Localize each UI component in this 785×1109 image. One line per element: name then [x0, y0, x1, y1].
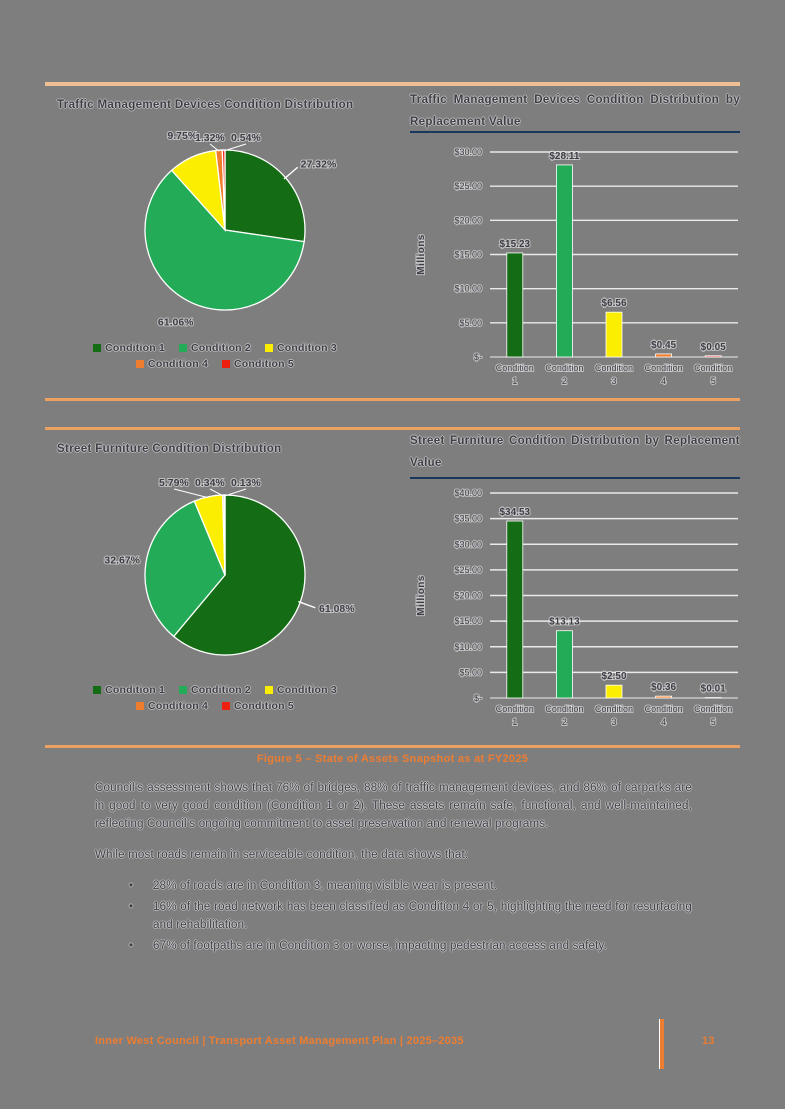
legend-item [179, 342, 251, 354]
y-axis-tick: $30.00 [454, 539, 482, 550]
pie-leader-line [174, 489, 208, 498]
y-axis-tick: $10.00 [454, 641, 482, 652]
x-axis-category: 4 [661, 717, 667, 727]
x-axis-category: 1 [512, 717, 518, 727]
y-axis-tick: $5.00 [459, 317, 482, 328]
bar-3 [606, 312, 622, 357]
pie-value-label: 1.32% [195, 132, 225, 144]
x-axis-category: 2 [561, 717, 567, 727]
legend-label: Condition 5 [234, 700, 294, 712]
bar-value-label: $6.56 [601, 298, 627, 310]
x-axis-category: 4 [661, 376, 667, 386]
pie-value-label: 61.08% [319, 603, 355, 616]
x-axis-category: 2 [561, 376, 567, 386]
legend-swatch-icon [265, 686, 273, 694]
y-axis-tick: $40.00 [454, 488, 482, 498]
x-axis-category: 3 [611, 376, 617, 386]
bar-traffic-title-underline [410, 131, 740, 133]
legend-swatch-icon [179, 344, 187, 352]
bar-value-label: $2.50 [601, 671, 627, 683]
bullet-list [95, 877, 692, 955]
bar-street-title-underline [410, 477, 740, 479]
pie-value-label: 0.34% [195, 477, 225, 489]
x-axis-category: Condition [495, 363, 534, 373]
bar-value-label: $13.13 [549, 616, 580, 628]
bar-value-label: $0.45 [651, 339, 677, 351]
x-axis-category: Condition [694, 704, 733, 714]
legend-label: Condition 3 [276, 342, 337, 354]
figure-caption: Figure 5 – State of Assets Snapshot as at FY2025 [256, 753, 529, 765]
pie-leader-line [225, 489, 246, 496]
x-axis-category: 1 [512, 376, 518, 386]
x-axis-category: Condition [594, 704, 634, 714]
x-axis-category: Condition [545, 363, 584, 373]
legend-swatch-icon [136, 360, 144, 368]
bar-value-label: $0.05 [700, 341, 726, 353]
bar-value-label: $15.23 [499, 238, 531, 250]
mid-divider-2 [45, 427, 740, 430]
bar-4 [656, 696, 672, 698]
x-axis-category: 5 [710, 376, 716, 386]
legend-row [136, 358, 294, 370]
legend-item [136, 358, 208, 370]
y-axis-tick: $20.00 [454, 590, 482, 601]
x-axis-category: Condition [545, 704, 584, 714]
pie-value-label: 0.13% [231, 477, 261, 489]
pie-value-label: 0.54% [231, 132, 261, 144]
y-axis-label: Millions [416, 575, 427, 616]
bar-traffic-title-line2: Replacement Value [410, 116, 521, 128]
pie-value-label: 32.67% [104, 554, 140, 567]
y-axis-tick: $25.00 [454, 564, 482, 575]
x-axis-category: Condition [644, 363, 683, 373]
legend-swatch-icon [222, 360, 230, 368]
legend-label: Condition 1 [105, 684, 166, 696]
legend-swatch-icon [93, 686, 101, 694]
pie-traffic-title: Traffic Management Devices Condition Distribution [57, 99, 354, 111]
legend-swatch-icon [222, 702, 230, 710]
pie-slice-5 [224, 495, 225, 575]
pie-street-title: Street Furniture Condition Distribution [57, 443, 282, 455]
pie-leader-line [298, 602, 315, 608]
bar-1 [507, 253, 523, 357]
legend-item [265, 684, 337, 696]
pie-value-label: 27.32% [300, 158, 337, 171]
pie-chart-street-furniture [45, 468, 385, 683]
body-copy [95, 779, 692, 958]
y-axis-tick: $20.00 [454, 215, 482, 226]
legend-item [222, 358, 294, 370]
footer-page-bar [659, 1019, 664, 1069]
bar-value-label: $0.36 [651, 682, 677, 694]
legend-label: Condition 4 [148, 358, 208, 370]
bullet-roads-condition3: • 28% of roads are in Condition 3, meaning visible wear is present. [125, 877, 692, 895]
paragraph-roads-intro: While most roads remain in serviceable condition, the data shows that: [95, 849, 469, 861]
legend-row [93, 342, 337, 354]
bar-chart-traffic-devices-value [410, 140, 742, 390]
y-axis-tick: $15.00 [454, 616, 482, 627]
bar-1 [507, 521, 523, 698]
mid-divider-1 [45, 398, 740, 401]
pie-chart-traffic-devices [45, 125, 385, 340]
legend-label: Condition 4 [148, 700, 208, 712]
pie-traffic-legend [45, 342, 385, 370]
caption-divider [45, 745, 740, 748]
bar-5 [705, 356, 721, 357]
pie-value-label: 9.75% [167, 130, 198, 143]
y-axis-tick: $- [473, 693, 482, 703]
pie-value-label: 5.79% [159, 477, 189, 489]
bullet-footpaths: • 67% of footpaths are in Condition 3 or worse, impacting pedestrian access and safety. [125, 937, 692, 955]
legend-swatch-icon [179, 686, 187, 694]
bar-value-label: $34.53 [499, 507, 531, 519]
bar-value-label: $28.11 [549, 150, 580, 162]
bar-2 [556, 631, 572, 698]
x-axis-category: Condition [694, 363, 733, 373]
x-axis-category: Condition [594, 363, 634, 373]
paragraph-assessment: Council’s assessment shows that 76% of bridges, 88% of traffic management devices, and 86% of carparks are in good to very good condition (Condition 1 or 2). These assets remain safe, functional, and well-maintained, reflecting Council’s ongoing commitment to asset preservation and renewal programs. [95, 782, 692, 830]
legend-label: Condition 5 [234, 358, 294, 370]
pie-value-label: 61.06% [157, 316, 194, 329]
bar-2 [556, 165, 572, 357]
legend-item [179, 684, 251, 696]
legend-swatch-icon [265, 344, 273, 352]
y-axis-tick: $10.00 [454, 283, 482, 294]
legend-row [136, 700, 294, 712]
legend-item [93, 342, 165, 354]
pie-slice-1 [225, 150, 305, 242]
legend-item [93, 684, 165, 696]
bar-3 [606, 685, 622, 698]
x-axis-category: 5 [710, 717, 716, 727]
pie-leader-line [284, 167, 298, 179]
legend-item [136, 700, 208, 712]
legend-label: Condition 2 [191, 342, 251, 354]
y-axis-tick: $15.00 [454, 249, 482, 260]
legend-label: Condition 2 [191, 684, 251, 696]
bar-street-title-line1: Street Furniture Condition Distribution by Replacement [410, 435, 740, 447]
pie-street-legend [45, 684, 385, 712]
legend-swatch-icon [93, 344, 101, 352]
x-axis-category: Condition [495, 704, 534, 714]
legend-swatch-icon [136, 702, 144, 710]
top-divider [45, 82, 740, 86]
y-axis-tick: $30.00 [454, 147, 482, 157]
bar-traffic-title-line1: Traffic Management Devices Condition Distribution by [410, 94, 740, 106]
legend-label: Condition 1 [105, 342, 166, 354]
y-axis-tick: $- [473, 352, 482, 362]
y-axis-tick: $5.00 [459, 667, 482, 678]
legend-row [93, 684, 337, 696]
bar-value-label: $0.01 [700, 683, 726, 695]
bar-chart-street-furniture-value [410, 485, 742, 740]
x-axis-category: Condition [644, 704, 683, 714]
y-axis-tick: $25.00 [454, 181, 482, 192]
page-number: 13 [702, 1035, 715, 1047]
bar-4 [656, 354, 672, 357]
legend-item [265, 342, 337, 354]
y-axis-tick: $35.00 [454, 513, 482, 524]
x-axis-category: 3 [611, 717, 617, 727]
legend-label: Condition 3 [276, 684, 337, 696]
bullet-road-network: • 16% of the road network has been classified as Condition 4 or 5, highlighting the need for resurfacing and rehabilitation. [125, 898, 692, 934]
y-axis-label: Millions [416, 234, 427, 275]
legend-item [222, 700, 294, 712]
bar-street-title-line2: Value [410, 457, 442, 469]
footer-title: Inner West Council | Transport Asset Management Plan | 2025–2035 [95, 1035, 464, 1047]
